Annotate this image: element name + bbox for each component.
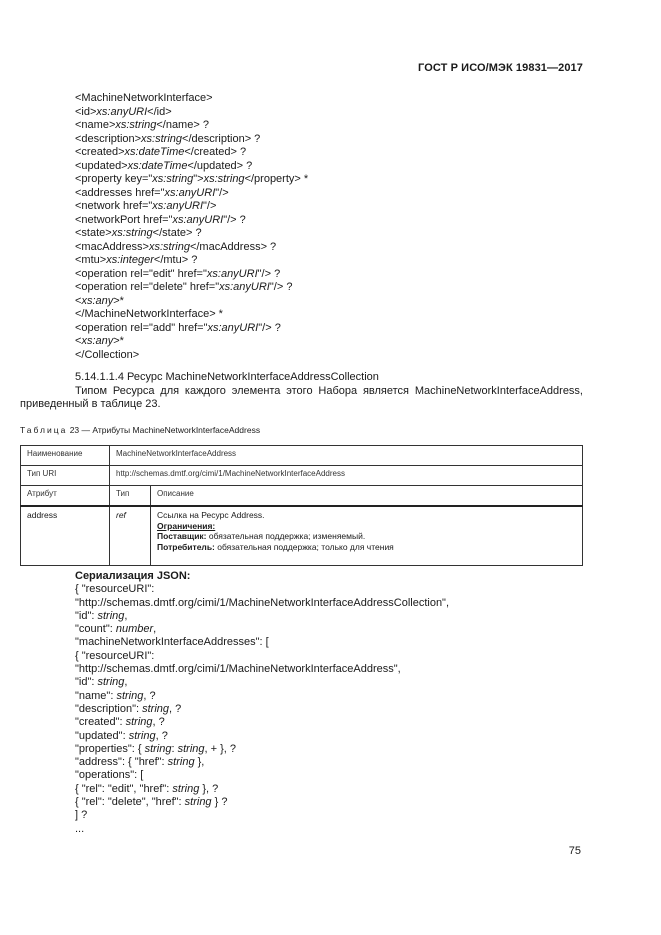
provider-line bbox=[157, 531, 576, 542]
xml-line bbox=[75, 214, 308, 228]
json-line bbox=[75, 823, 449, 836]
section-block bbox=[20, 371, 583, 412]
column-header-attribute: Атрибут bbox=[21, 486, 110, 507]
constraints-label: Ограничения: bbox=[157, 520, 216, 531]
code-type-token: string bbox=[97, 609, 125, 622]
json-line bbox=[75, 650, 449, 663]
code-text: "/> ? bbox=[223, 213, 246, 226]
code-text: </id> bbox=[147, 105, 172, 118]
code-text: "/> ? bbox=[258, 321, 281, 334]
code-text: <operation rel="edit" href=" bbox=[75, 267, 207, 280]
xml-line bbox=[75, 106, 308, 120]
json-line bbox=[75, 783, 449, 796]
code-text: "address": { "href": bbox=[75, 756, 168, 769]
code-text: ] ? bbox=[75, 809, 88, 822]
code-type-token: string bbox=[128, 729, 156, 742]
code-text: <created> bbox=[75, 146, 125, 158]
xml-code-block bbox=[75, 92, 308, 362]
json-line bbox=[75, 743, 449, 756]
table-caption-text: 23 — Атрибуты MachineNetworkInterfaceAddress bbox=[67, 425, 261, 435]
xml-line bbox=[75, 268, 308, 282]
json-line bbox=[75, 583, 449, 596]
code-text: { "resourceURI": bbox=[75, 583, 155, 596]
json-line bbox=[75, 676, 449, 689]
code-type-token: xs:string bbox=[152, 173, 194, 185]
code-text: </updated> ? bbox=[187, 159, 253, 172]
code-type-token: xs:any bbox=[81, 335, 114, 347]
code-text: </property> * bbox=[244, 173, 309, 185]
code-type-token: xs:anyURI bbox=[164, 186, 216, 199]
code-type-token: number bbox=[115, 623, 154, 636]
code-type-token: xs:string bbox=[111, 227, 153, 239]
json-line bbox=[75, 730, 449, 743]
code-text: "http://schemas.dmtf.org/cimi/1/MachineNetworkInterfaceAddressCollection", bbox=[75, 596, 450, 609]
code-text: >* bbox=[113, 294, 124, 307]
json-line bbox=[75, 636, 449, 649]
xml-line bbox=[75, 146, 308, 160]
code-type-token: xs:anyURI bbox=[152, 200, 204, 212]
provider-text: обязательная поддержка; изменяемый. bbox=[206, 531, 366, 541]
code-text: </MachineNetworkInterface> * bbox=[75, 308, 223, 320]
code-type-token: string bbox=[97, 676, 125, 689]
code-text: >* bbox=[113, 335, 124, 347]
code-text: <networkPort href=" bbox=[75, 213, 173, 226]
code-text: <operation rel="delete" href=" bbox=[75, 281, 220, 293]
code-text: <MachineNetworkInterface> bbox=[75, 92, 213, 104]
code-text: } ? bbox=[211, 796, 228, 809]
provider-label: Поставщик: bbox=[157, 531, 207, 541]
code-type-token: string bbox=[142, 702, 170, 715]
code-text: : bbox=[171, 742, 178, 755]
code-type-token: xs:anyURI bbox=[207, 321, 259, 334]
xml-line bbox=[75, 308, 308, 322]
code-text: <mtu> bbox=[75, 254, 107, 266]
table-row bbox=[21, 506, 583, 566]
description-cell bbox=[151, 506, 583, 566]
code-text: , ? bbox=[152, 716, 165, 729]
code-type-token: xs:anyURI bbox=[96, 105, 148, 118]
code-type-token: xs:anyURI bbox=[206, 267, 258, 280]
code-type-token: xs:integer bbox=[106, 254, 154, 266]
consumer-text: обязательная поддержка; только для чтения bbox=[214, 541, 394, 552]
code-text: </description> ? bbox=[182, 132, 261, 145]
code-text: < bbox=[75, 335, 82, 347]
code-type-token: xs:anyURI bbox=[219, 281, 270, 293]
code-text: <id> bbox=[75, 105, 97, 118]
code-type-token: string bbox=[177, 742, 205, 755]
table-row bbox=[21, 466, 583, 486]
type-cell: ref bbox=[110, 506, 151, 566]
description-text: Ссылка на Ресурс Address. bbox=[157, 510, 265, 520]
code-text: , ? bbox=[155, 729, 168, 742]
attribute-cell: address bbox=[21, 506, 110, 566]
xml-line bbox=[75, 92, 308, 106]
xml-line bbox=[75, 349, 308, 363]
code-text: { "rel": "edit", "href": bbox=[75, 782, 173, 795]
xml-line bbox=[75, 335, 308, 349]
xml-line bbox=[75, 227, 308, 241]
xml-line bbox=[75, 200, 308, 214]
name-label-cell: Наименование bbox=[21, 446, 110, 466]
code-type-token: xs:string bbox=[141, 132, 183, 145]
code-text: "/> bbox=[203, 200, 217, 212]
uri-value-cell: http://schemas.dmtf.org/cimi/1/MachineNetworkInterfaceAddress bbox=[110, 466, 583, 486]
json-title: Сериализация JSON: bbox=[75, 570, 191, 582]
json-line bbox=[75, 809, 449, 822]
code-text: "id": bbox=[75, 609, 98, 622]
json-line bbox=[75, 623, 449, 636]
code-text: < bbox=[75, 294, 82, 307]
code-text: "name": bbox=[75, 689, 117, 702]
xml-line bbox=[75, 295, 308, 309]
table-row bbox=[21, 446, 583, 466]
xml-line bbox=[75, 254, 308, 268]
xml-line bbox=[75, 133, 308, 147]
xml-line bbox=[75, 187, 308, 201]
code-text: "/> ? bbox=[269, 281, 293, 293]
xml-line bbox=[75, 160, 308, 174]
code-type-token: xs:anyURI bbox=[172, 213, 224, 226]
code-text: <description> bbox=[75, 132, 142, 145]
code-type-token: string bbox=[167, 756, 195, 769]
code-text: <network href=" bbox=[75, 200, 153, 212]
json-line bbox=[75, 690, 449, 703]
json-serialization-block bbox=[75, 570, 449, 836]
code-text: <property key=" bbox=[75, 173, 153, 185]
section-paragraph: Типом Ресурса для каждого элемента этого Набора является MachineNetworkInterfaceAddress, приведенный в таблице 23. bbox=[20, 384, 583, 410]
code-text: </name> ? bbox=[156, 119, 209, 131]
code-text: "created": bbox=[75, 716, 126, 729]
code-text: "description": bbox=[75, 702, 143, 715]
code-text: </Collection> bbox=[75, 348, 140, 361]
code-type-token: xs:string bbox=[148, 240, 190, 253]
xml-line bbox=[75, 322, 308, 336]
column-header-description: Описание bbox=[151, 486, 583, 507]
code-text: </mtu> ? bbox=[153, 254, 198, 266]
code-text: { "rel": "delete", "href": bbox=[75, 796, 185, 809]
code-text: <macAddress> bbox=[75, 240, 149, 253]
json-code-lines bbox=[75, 583, 449, 836]
code-text: </state> ? bbox=[152, 227, 202, 239]
code-text: "/> ? bbox=[257, 267, 281, 280]
code-text: "machineNetworkInterfaceAddresses": [ bbox=[75, 636, 269, 649]
code-text: <updated> bbox=[75, 159, 128, 172]
code-text: , bbox=[153, 623, 157, 636]
json-line bbox=[75, 703, 449, 716]
code-text: "properties": { bbox=[75, 742, 145, 755]
code-text: "updated": bbox=[75, 729, 129, 742]
code-type-token: xs:any bbox=[81, 294, 114, 307]
page-number: 75 bbox=[568, 845, 581, 857]
code-text: }, bbox=[194, 756, 205, 769]
code-type-token: xs:dateTime bbox=[124, 146, 185, 158]
attributes-table bbox=[20, 445, 583, 566]
code-text: "> bbox=[193, 173, 204, 185]
consumer-label: Потребитель: bbox=[157, 541, 215, 552]
table-header-row bbox=[21, 486, 583, 507]
code-text: , ? bbox=[143, 689, 156, 702]
code-text: "id": bbox=[75, 676, 98, 689]
code-type-token: xs:dateTime bbox=[127, 159, 188, 172]
section-heading: 5.14.1.1.4 Ресурс MachineNetworkInterfaceAddressCollection bbox=[75, 371, 379, 383]
code-text: , bbox=[124, 609, 128, 622]
xml-line bbox=[75, 173, 308, 187]
code-text: , + }, ? bbox=[204, 742, 237, 755]
code-text: "count": bbox=[75, 623, 116, 636]
code-type-token: string bbox=[125, 716, 153, 729]
json-line bbox=[75, 756, 449, 769]
json-line bbox=[75, 796, 449, 809]
json-line bbox=[75, 769, 449, 782]
code-text: "operations": [ bbox=[75, 769, 144, 782]
xml-line bbox=[75, 241, 308, 255]
json-line bbox=[75, 610, 449, 623]
json-line bbox=[75, 597, 449, 610]
json-line bbox=[75, 716, 449, 729]
column-header-type: Тип bbox=[110, 486, 151, 507]
code-text: <operation rel="add" href=" bbox=[75, 321, 208, 334]
code-text: <name> bbox=[75, 119, 116, 131]
code-text: <addresses href=" bbox=[75, 186, 165, 199]
code-type-token: string bbox=[116, 689, 144, 702]
code-type-token: xs:string bbox=[115, 119, 157, 131]
code-text: </macAddress> ? bbox=[189, 240, 277, 253]
xml-line bbox=[75, 119, 308, 133]
consumer-line bbox=[157, 542, 576, 553]
code-text: { "resourceURI": bbox=[75, 649, 155, 662]
json-line bbox=[75, 663, 449, 676]
code-text: , bbox=[124, 676, 128, 689]
name-value-cell: MachineNetworkInterfaceAddress bbox=[110, 446, 583, 466]
table-caption bbox=[20, 425, 260, 435]
code-text: </created> ? bbox=[184, 146, 247, 158]
code-type-token: xs:string bbox=[203, 173, 245, 185]
code-text: "/> bbox=[215, 186, 229, 199]
uri-label-cell: Тип URI bbox=[21, 466, 110, 486]
code-text: <state> bbox=[75, 227, 112, 239]
code-text: , ? bbox=[169, 702, 182, 715]
document-header: ГОСТ Р ИСО/МЭК 19831—2017 bbox=[418, 62, 583, 74]
code-text: }, ? bbox=[199, 782, 219, 795]
xml-line bbox=[75, 281, 308, 295]
code-type-token: string bbox=[184, 796, 212, 809]
code-type-token: string bbox=[144, 742, 172, 755]
table-caption-prefix: Таблица bbox=[20, 425, 68, 435]
code-text: ... bbox=[75, 822, 85, 835]
code-type-token: string bbox=[172, 782, 200, 795]
code-text: "http://schemas.dmtf.org/cimi/1/MachineNetworkInterfaceAddress", bbox=[75, 663, 401, 676]
